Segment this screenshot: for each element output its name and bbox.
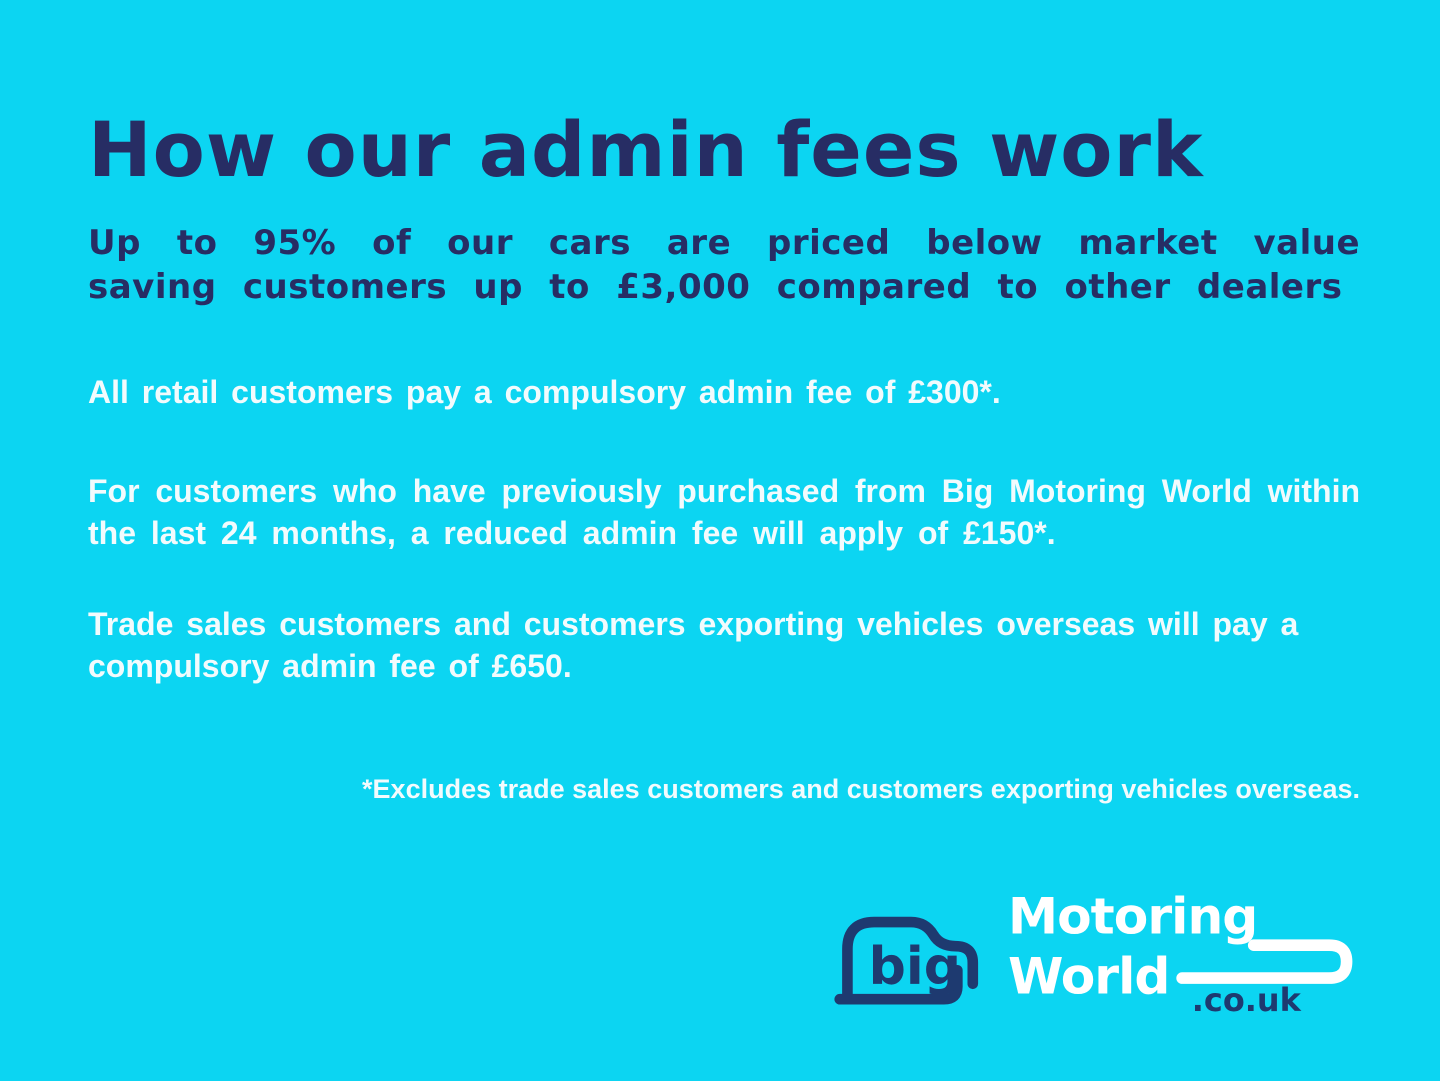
- big-car-logo-icon: [832, 891, 994, 1011]
- paragraph-trade-export-fee: Trade sales customers and customers exporting vehicles overseas will pay a compulsory admin fee of £650.: [88, 605, 1299, 685]
- wordmark-world: World: [1008, 946, 1170, 1006]
- logo-big-label: big: [868, 936, 962, 997]
- paragraph-returning-customer-fee: For customers who have previously purchased from Big Motoring World within the last 24 months, a reduced admin fee will apply of £150*.: [88, 472, 1360, 552]
- page-subtitle: Up to 95% of our cars are priced below market value saving customers up to £3,000 compared to other dealers: [88, 223, 1360, 307]
- page-title: How our admin fees work: [88, 105, 1204, 194]
- logo-wordmark: [1008, 885, 1364, 1017]
- wordmark-connector-stroke: [1182, 945, 1346, 978]
- paragraph-retail-admin-fee: All retail customers pay a compulsory admin fee of £300*.: [88, 374, 1001, 411]
- footnote-exclusions: *Excludes trade sales customers and customers exporting vehicles overseas.: [362, 773, 1360, 804]
- wordmark-motoring: Motoring: [1008, 886, 1258, 946]
- wordmark-co-uk: .co.uk: [1191, 980, 1301, 1017]
- big-motoring-world-logo: [832, 885, 1364, 1017]
